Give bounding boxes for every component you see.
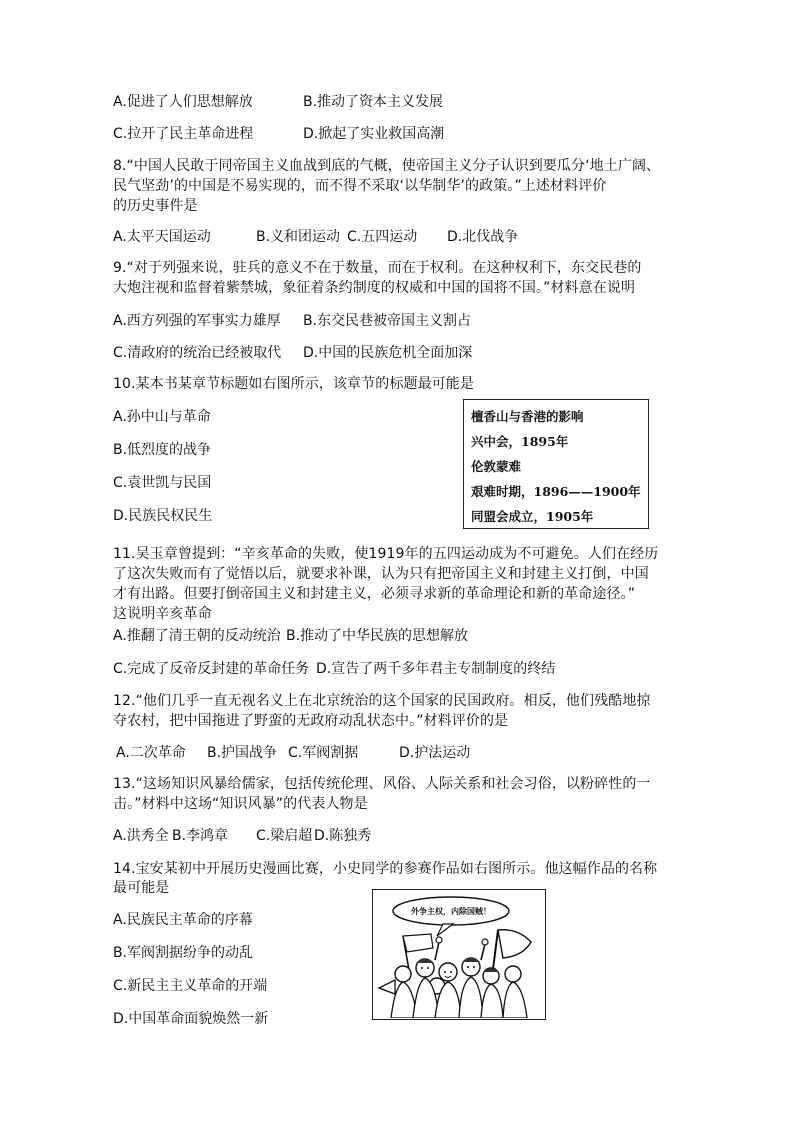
q14-cartoon: [372, 889, 546, 1020]
q7-option-b: B.推动了资本主义发展: [303, 94, 444, 110]
q12-option-d: D.护法运动: [399, 745, 471, 761]
q11-stem-line: 11.吴玉章曾提到：“辛亥革命的失败，使1919年的五四运动成为不可避免。人们在经历: [113, 546, 659, 562]
q13-option-a: A.洪秀全: [113, 828, 169, 844]
q9-option-b: B.东交民巷被帝国主义割占: [303, 313, 472, 329]
q10-box-line: 艰难时期，1896——1900年: [471, 484, 641, 499]
q10-box-line: 檀香山与香港的影响: [471, 409, 584, 424]
q7-option-a: A.促进了人们思想解放: [113, 94, 253, 110]
q8-stem-line: 民气坚劲’的中国是不易实现的，而不得不采取‘以华制华’的政策。”上述材料评价: [113, 178, 607, 194]
q8-option-d: D.北伐战争: [447, 229, 519, 245]
q8-option-c: C.五四运动: [347, 229, 418, 245]
q8-option-a: A.太平天国运动: [113, 229, 211, 245]
q10-box-line: 伦敦蒙难: [471, 459, 522, 474]
protest-cartoon-illustration: [373, 890, 544, 1018]
q13-option-c: C.梁启超: [256, 828, 313, 844]
q14-option-c: C.新民主主义革命的开端: [113, 978, 268, 994]
cartoon-bubble-text: 外争主权，内除国贼！: [411, 907, 491, 916]
q12-option-b: B.护国战争: [207, 745, 278, 761]
q11-stem-line: 这说明辛亥革命: [113, 606, 212, 622]
q13-option-b: B.李鸿章: [172, 828, 229, 844]
q14-option-a: A.民族民主革命的序幕: [113, 912, 253, 928]
q13-option-d: D.陈独秀: [314, 828, 372, 844]
q13-stem-line: 击。”材料中这场“知识风暴”的代表人物是: [113, 796, 368, 812]
q8-stem-line: 8.“中国人民敢于同帝国主义血战到底的气概，使帝国主义分子认识到要瓜分‘地土广阔、: [113, 158, 661, 174]
q8-option-b: B.义和团运动: [256, 229, 341, 245]
q10-option-c: C.袁世凯与民国: [113, 475, 212, 491]
q10-option-b: B.低烈度的战争: [113, 442, 212, 458]
q14-option-b: B.军阀割据纷争的动乱: [113, 945, 254, 961]
q14-stem-line: 14.宝安某初中开展历史漫画比赛，小史同学的参赛作品如右图所示。他这幅作品的名称: [113, 861, 658, 877]
q9-option-a: A.西方列强的军事实力雄厚: [113, 313, 281, 329]
q14-stem-line: 最可能是: [113, 880, 170, 896]
q12-stem-line: 12.“他们几乎一直无视名义上在北京统治的这个国家的民国政府。相反，他们残酷地掠: [113, 693, 651, 709]
q11-stem-line: 了这次失败而有了觉悟以后，就要求补课，认为只有把帝国主义和封建主义打倒，中国: [113, 566, 649, 582]
q11-option-c: C.完成了反帝反封建的革命任务: [113, 661, 310, 677]
q9-option-c: C.清政府的统治已经被取代: [113, 345, 282, 361]
q9-option-d: D.中国的民族危机全面加深: [303, 345, 473, 361]
q11-option-a: A.推翻了清王朝的反动统治: [113, 628, 281, 644]
q9-stem-line: 9.“对于列强来说，驻兵的意义不在于数量，而在于权利。在这种权利下，东交民巷的: [113, 260, 642, 276]
q10-box-line: 兴中会，1895年: [471, 434, 569, 449]
q10-option-a: A.孙中山与革命: [113, 409, 211, 425]
q12-stem-line: 夺农村，把中国拖进了野蛮的无政府动乱状态中。”材料评价的是: [113, 713, 509, 729]
q12-option-c: C.军阀割据: [288, 745, 359, 761]
q11-stem-line: 才有出路。但要打倒帝国主义和封建主义，必须寻求新的革命理论和新的革命途径。”: [113, 586, 636, 602]
q10-box-line: 同盟会成立，1905年: [471, 509, 594, 524]
q11-option-d: D.宣告了两千多年君主专制制度的终结: [316, 661, 556, 677]
q13-stem-line: 13.“这场知识风暴给儒家，包括传统伦理、风俗、人际关系和社会习俗，以粉碎性的一: [113, 776, 651, 792]
q10-stem: 10.某本书某章节标题如右图所示，该章节的标题最可能是: [113, 376, 474, 392]
q7-option-d: D.掀起了实业救国高潮: [303, 126, 445, 142]
q10-chapter-box: [463, 399, 649, 529]
q14-option-d: D.中国革命面貌焕然一新: [113, 1011, 269, 1027]
q11-option-b: B.推动了中华民族的思想解放: [286, 628, 469, 644]
q12-option-a: A.二次革命: [116, 745, 186, 761]
q8-stem-line: 的历史事件是: [113, 198, 198, 214]
q10-option-d: D.民族民权民生: [113, 508, 213, 524]
q7-option-c: C.拉开了民主革命进程: [113, 126, 254, 142]
q9-stem-line: 大炮注视和监督着紫禁城，象征着条约制度的权威和中国的国将不国。”材料意在说明: [113, 280, 636, 296]
